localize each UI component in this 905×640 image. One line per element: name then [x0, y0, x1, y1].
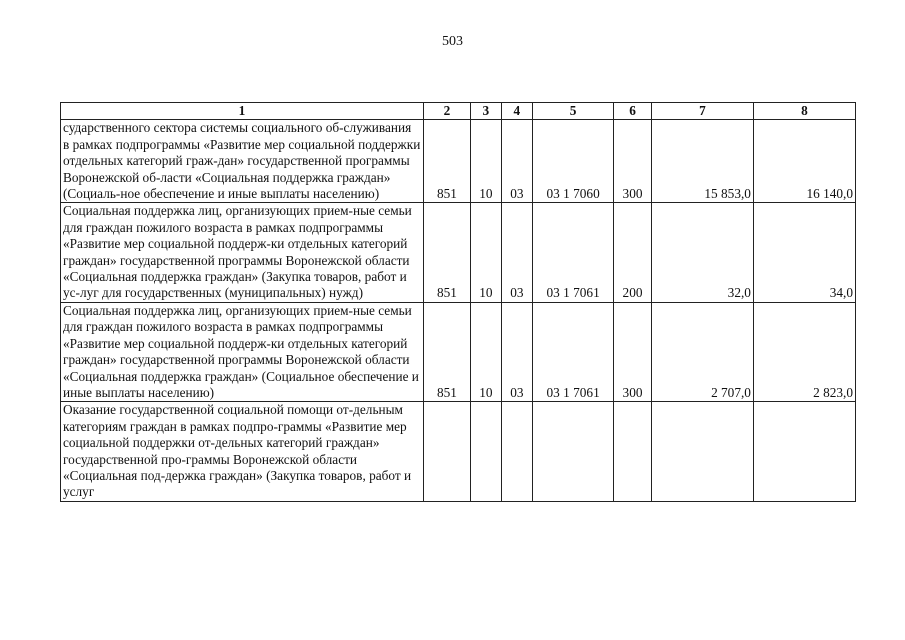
row-code-subsection: 03 [501, 203, 533, 302]
row-code-target: 03 1 7061 [533, 203, 614, 302]
row-code-ministry [423, 402, 470, 501]
row-description: сударственного сектора системы социального об-служивания в рамках подпрограммы «Развитие мер социальной поддержки отдельных категорий граж-дан» государственной программы Воронежской об-ласти «Социальная поддержка граждан» (Социаль-ное обеспечение и иные выплаты населению) [61, 120, 424, 203]
header-col-4: 4 [501, 103, 533, 120]
row-amount-year-2: 16 140,0 [753, 120, 855, 203]
row-amount-year-1: 32,0 [651, 203, 753, 302]
budget-table [60, 102, 856, 502]
header-col-3: 3 [471, 103, 501, 120]
row-code-subsection [501, 402, 533, 501]
row-code-section: 10 [471, 203, 501, 302]
row-description: Социальная поддержка лиц, организующих прием-ные семьи для граждан пожилого возраста в рамках подпрограммы «Развитие мер социальной поддерж-ки отдельных категорий граждан» государственной программы Воронежской области «Социальная поддержка граждан» (Социальное обеспечение и иные выплаты населению) [61, 302, 424, 401]
header-col-7: 7 [651, 103, 753, 120]
row-code-expense-type: 300 [614, 120, 652, 203]
header-col-1: 1 [61, 103, 424, 120]
row-code-target [533, 402, 614, 501]
row-code-expense-type: 200 [614, 203, 652, 302]
table-row [61, 302, 856, 401]
row-code-section: 10 [471, 120, 501, 203]
page-number: 503 [442, 34, 463, 49]
row-code-section: 10 [471, 302, 501, 401]
row-amount-year-2 [753, 402, 855, 501]
row-code-expense-type: 300 [614, 302, 652, 401]
row-amount-year-2: 34,0 [753, 203, 855, 302]
row-amount-year-1: 2 707,0 [651, 302, 753, 401]
row-description: Социальная поддержка лиц, организующих прием-ные семьи для граждан пожилого возраста в рамках подпрограммы «Развитие мер социальной поддерж-ки отдельных категорий граждан» государственной программы Воронежской области «Социальная поддержка граждан» (Закупка товаров, работ и ус-луг для государственных (муниципальных) нужд) [61, 203, 424, 302]
header-col-8: 8 [753, 103, 855, 120]
table-row [61, 120, 856, 203]
row-code-subsection: 03 [501, 302, 533, 401]
table-row [61, 402, 856, 501]
row-code-target: 03 1 7060 [533, 120, 614, 203]
row-code-section [471, 402, 501, 501]
header-col-5: 5 [533, 103, 614, 120]
row-description: Оказание государственной социальной помощи от-дельным категориям граждан в рамках подпро-граммы «Развитие мер социальной поддержки от-дельных категорий граждан» государственной про-граммы Воронежской области «Социальная под-держка граждан» (Закупка товаров, работ и услуг [61, 402, 424, 501]
row-code-target: 03 1 7061 [533, 302, 614, 401]
row-code-subsection: 03 [501, 120, 533, 203]
header-row [61, 103, 856, 120]
header-col-2: 2 [423, 103, 470, 120]
row-code-ministry: 851 [423, 120, 470, 203]
row-code-ministry: 851 [423, 203, 470, 302]
header-col-6: 6 [614, 103, 652, 120]
row-amount-year-1: 15 853,0 [651, 120, 753, 203]
row-code-expense-type [614, 402, 652, 501]
row-code-ministry: 851 [423, 302, 470, 401]
table-row [61, 203, 856, 302]
row-amount-year-1 [651, 402, 753, 501]
row-amount-year-2: 2 823,0 [753, 302, 855, 401]
